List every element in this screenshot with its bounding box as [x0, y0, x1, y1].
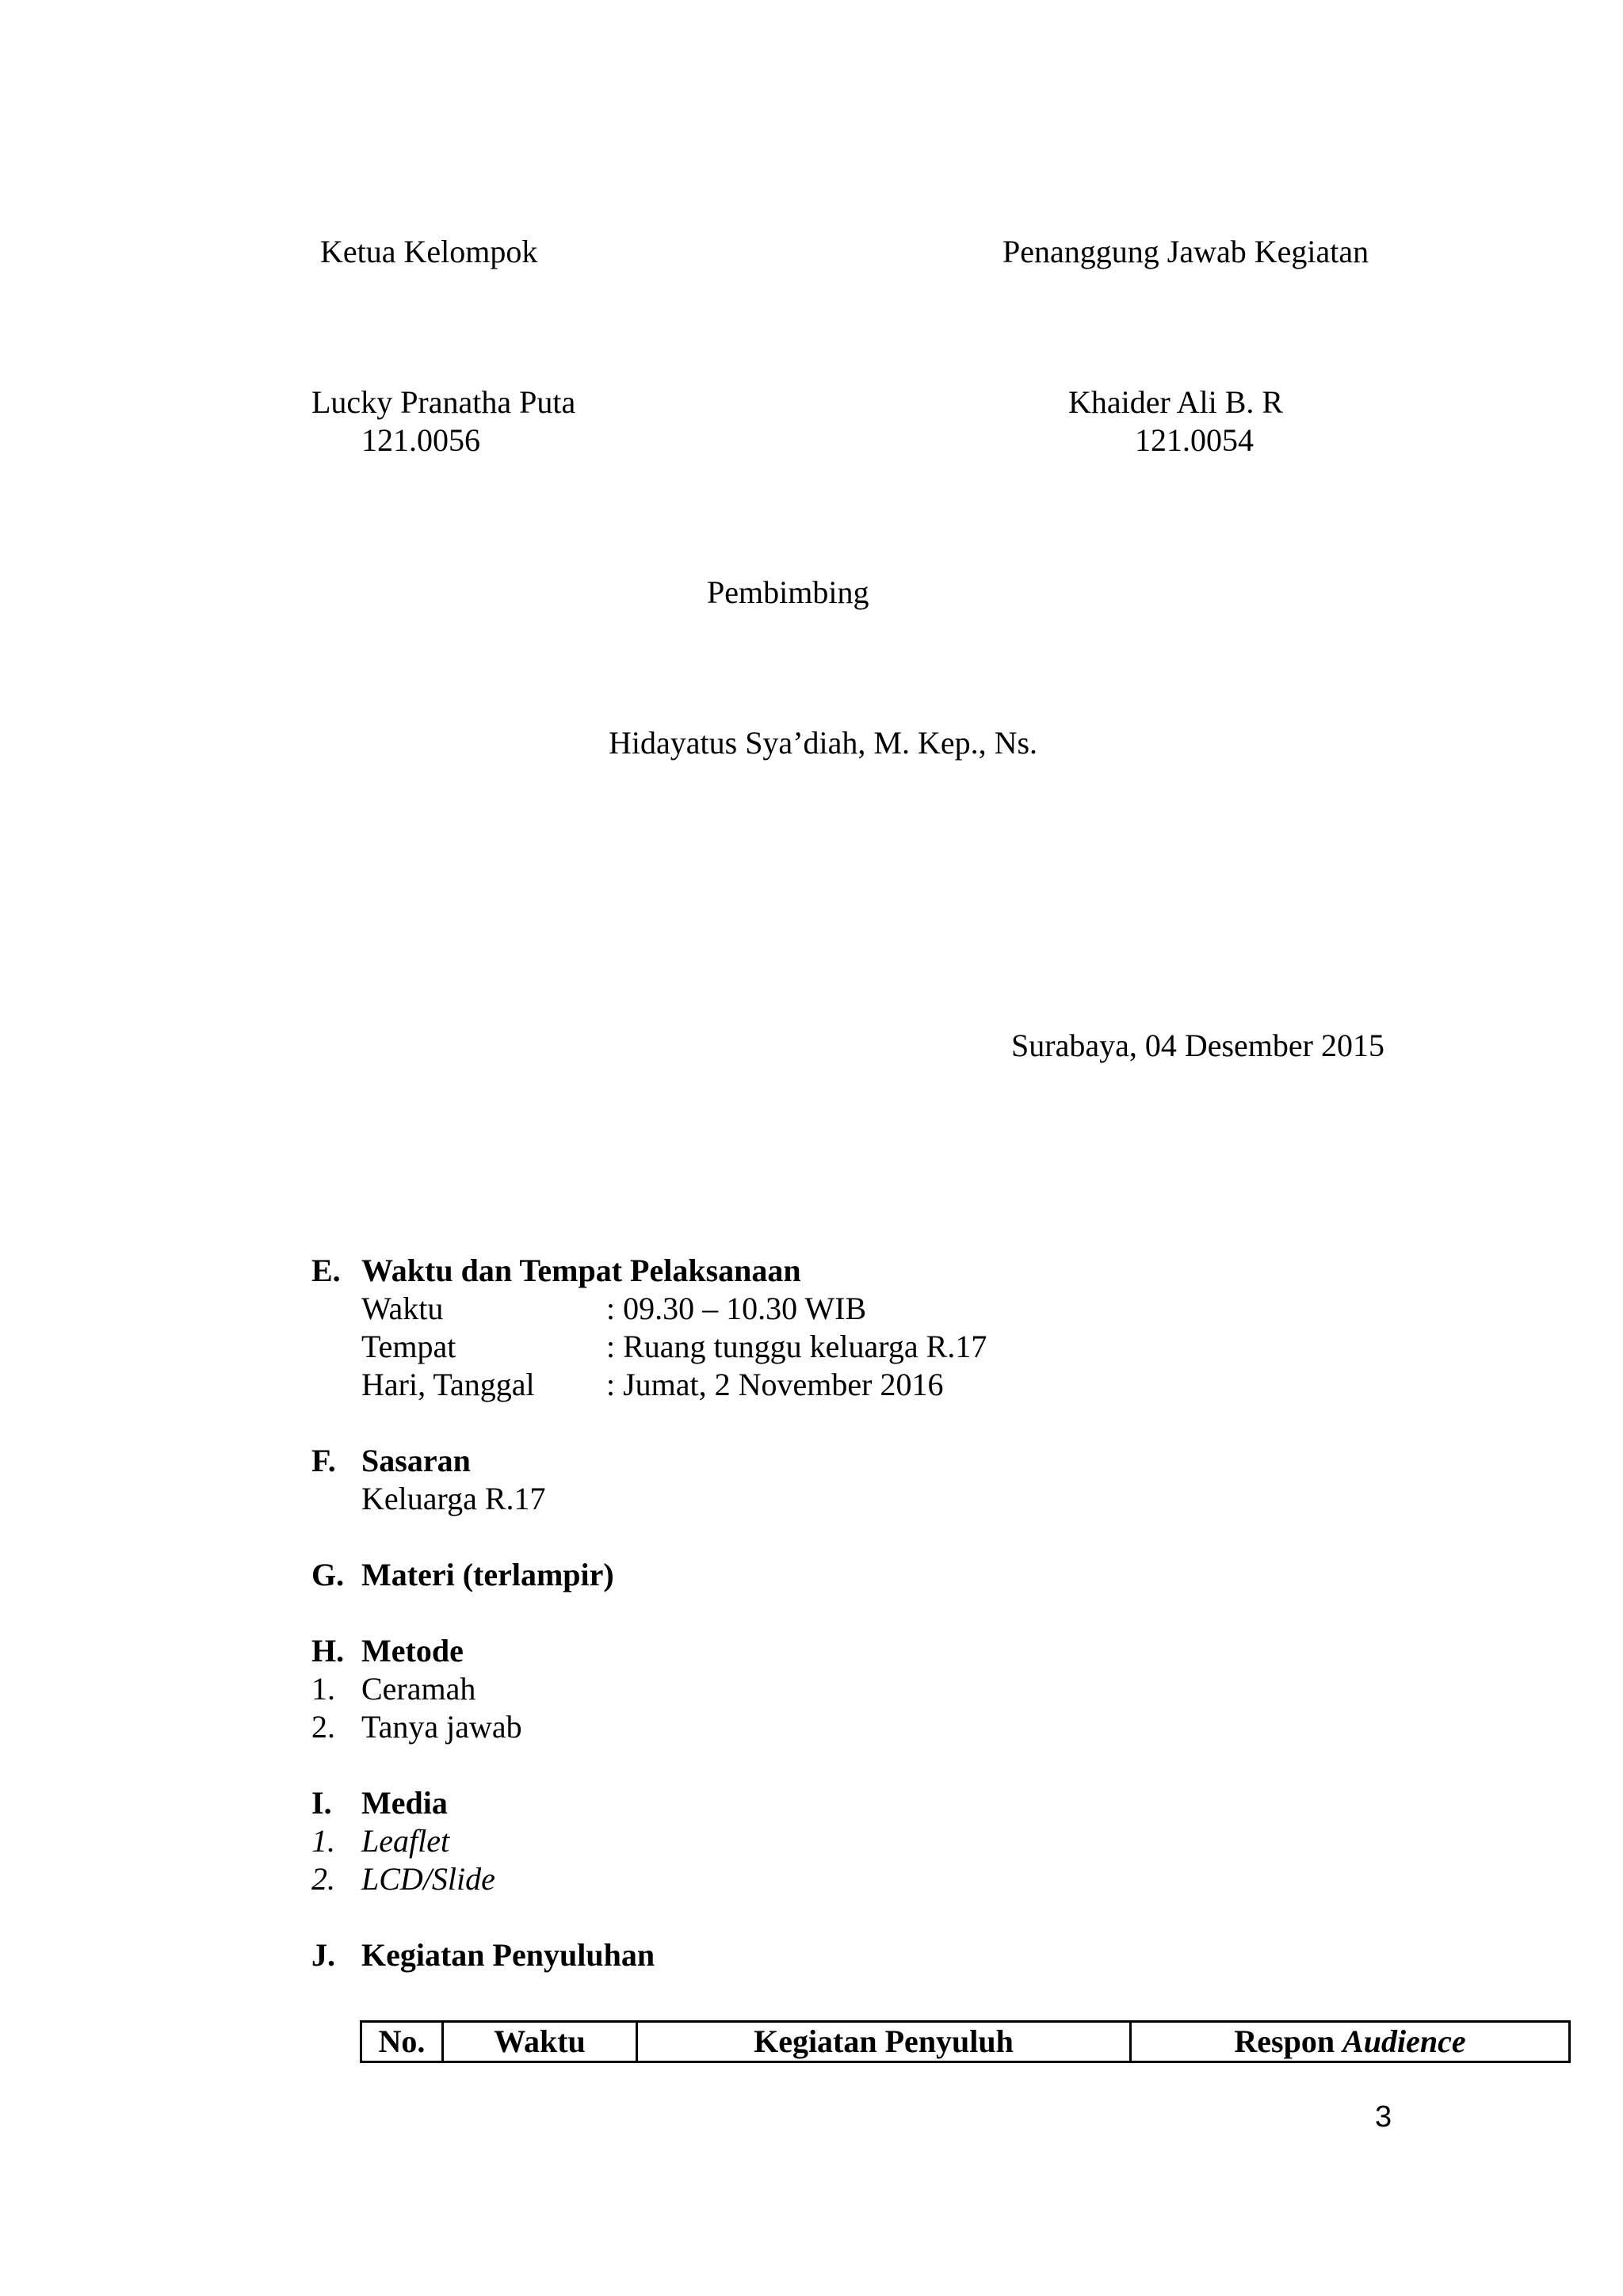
left-id: 121.0056 — [361, 422, 480, 458]
section-h-letter: H. — [311, 1633, 345, 1669]
hari-tanggal-label: Hari, Tanggal — [361, 1367, 535, 1402]
place-date: Surabaya, 04 Desember 2015 — [1011, 1028, 1384, 1063]
left-name: Lucky Pranatha Puta — [311, 384, 576, 420]
section-e-title: Waktu dan Tempat Pelaksanaan — [361, 1253, 801, 1288]
media-item-1-num: 1. — [311, 1823, 335, 1859]
section-e-letter: E. — [311, 1253, 341, 1288]
metode-item-2-text: Tanya jawab — [361, 1709, 522, 1745]
metode-item-1-num: 1. — [311, 1671, 335, 1707]
advisor-name: Hidayatus Sya’diah, M. Kep., Ns. — [609, 725, 1038, 761]
hari-tanggal-value: : Jumat, 2 November 2016 — [606, 1367, 944, 1402]
section-j-letter: J. — [311, 1937, 335, 1973]
header-respon — [1131, 2022, 1570, 2062]
metode-item-1-text: Ceramah — [361, 1671, 476, 1707]
section-j-title: Kegiatan Penyuluhan — [361, 1937, 655, 1973]
page-number: 3 — [1375, 2100, 1392, 2134]
left-role: Ketua Kelompok — [320, 234, 538, 269]
tempat-value: : Ruang tunggu keluarga R.17 — [606, 1329, 987, 1364]
tempat-label: Tempat — [361, 1329, 456, 1364]
section-i-letter: I. — [311, 1785, 332, 1821]
section-f-letter: F. — [311, 1443, 336, 1478]
right-id: 121.0054 — [1135, 422, 1254, 458]
header-respon-italic: Audience — [1342, 2023, 1466, 2059]
advisor-role: Pembimbing — [707, 574, 869, 610]
waktu-label: Waktu — [361, 1291, 444, 1326]
sasaran-text: Keluarga R.17 — [361, 1481, 546, 1516]
metode-item-2-num: 2. — [311, 1709, 335, 1745]
right-name: Khaider Ali B. R — [1068, 384, 1284, 420]
section-g-title: Materi (terlampir) — [361, 1557, 614, 1592]
kegiatan-table — [360, 2020, 1571, 2063]
header-respon-prefix: Respon — [1234, 2023, 1335, 2059]
section-i-title: Media — [361, 1785, 448, 1821]
section-g-letter: G. — [311, 1557, 345, 1592]
media-item-2-num: 2. — [311, 1861, 335, 1897]
header-no: No. — [361, 2022, 443, 2062]
media-item-1-text: Leaflet — [361, 1823, 450, 1859]
media-item-2-text: LCD/Slide — [361, 1861, 495, 1897]
header-kegiatan: Kegiatan Penyuluh — [637, 2022, 1131, 2062]
header-waktu: Waktu — [443, 2022, 637, 2062]
table-header-row — [361, 2022, 1570, 2062]
waktu-value: : 09.30 – 10.30 WIB — [606, 1291, 867, 1326]
section-f-title: Sasaran — [361, 1443, 471, 1478]
section-h-title: Metode — [361, 1633, 464, 1669]
right-role: Penanggung Jawab Kegiatan — [1002, 234, 1369, 269]
